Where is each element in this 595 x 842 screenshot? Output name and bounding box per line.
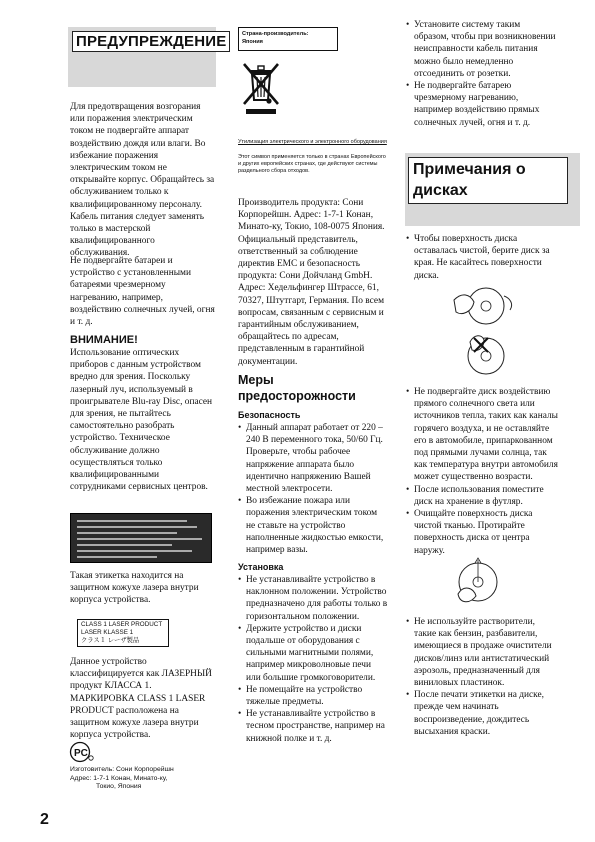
safety-item: • Данный аппарат работает от 220 – 240 В переменного тока, 50/60 Гц. Проверьте, чтобы рабочее напряжение аппарата было идентично напряжению Вашей местной электросети. <box>238 422 388 495</box>
manufacturer-line: Токио, Япония <box>96 783 142 791</box>
laser-warning-label-image <box>70 513 212 563</box>
caution-title: ВНИМАНИЕ! <box>70 334 138 346</box>
country-label-line: Япония <box>242 39 263 45</box>
disc-care-item: • Очищайте поверхность диска чистой тканью. Протирайте поверхность диска от центра наружу. <box>406 508 558 557</box>
certification-mark-icon <box>69 741 95 763</box>
disc-notes-heading-box <box>405 153 580 226</box>
class1-label-line: CLASS 1 LASER PRODUCT <box>81 621 163 628</box>
label-location-text: Такая этикетка находится на защитном кожухе лазера внутри корпуса устройства. <box>70 571 199 606</box>
disc-solvent-list <box>406 616 558 738</box>
warning-title: ПРЕДУПРЕЖДЕНИЕ <box>72 31 230 52</box>
safety-list <box>238 422 388 556</box>
general-note-item: • Не подвергайте батарею чрезмерному нагреванию, например воздействию прямых солнечных лучей, огня и т. д. <box>406 80 556 129</box>
manufacturer-block <box>70 766 220 792</box>
disc-care-list <box>406 386 558 557</box>
manufacturer-line: Изготовитель: Сони Корпорейшн <box>70 766 174 773</box>
precautions-title: Меры предосторожности <box>238 373 356 403</box>
installation-heading: Установка <box>238 562 284 572</box>
class1-label-line: クラス１ レーザ製品 <box>81 637 140 644</box>
general-note-item: • Установите систему таким образом, чтобы при возникновении неисправности кабель питания можно было немедленно отсоединить от розетки. <box>406 19 556 80</box>
installation-item: • Не устанавливайте устройство в тесном пространстве, например на книжной полке и т. д. <box>238 708 388 745</box>
disposal-caption: Утилизация электрического и электронного оборудования <box>238 139 387 145</box>
disc-handling-list <box>406 233 558 282</box>
crossed-bin-weee-icon <box>238 58 284 116</box>
safety-heading: Безопасность <box>238 410 301 420</box>
installation-item: • Держите устройство и диски подальше от оборудования с сильными магнитными полями, например микроволновые печи или большие громкоговорители. <box>238 623 388 684</box>
general-notes-list <box>406 19 556 129</box>
producer-text: Производитель продукта: Сони Корпорейшн. Адрес: 1-7-1 Конан, Минато-ку, Токио, 108-0075 Япония. Официальный представитель, ответственный за соблюдение директив EMC и безопасность продукта: Сони Дойчланд GmbH. Адрес: Хедельфингер Штрассе, 61, 70327, Штутгарт, Германия. По всем вопросам, связанным с сервисным и гарантийным обслуживанием, обращайтесь по адресам, представленным в гарантийной документации. <box>238 198 385 367</box>
disc-cleaning-illustration-icon <box>448 554 508 610</box>
warning-heading-box <box>68 27 227 87</box>
installation-item: • Не устанавливайте устройство в наклонном положении. Устройство предназначено для работы только в горизонтальном положении. <box>238 574 388 623</box>
installation-list <box>238 574 388 745</box>
disc-care-item: • Не подвергайте диск воздействию прямого солнечного света или источников тепла, таких как каналы горячего воздуха, и не оставляйте его в автомобиле, припаркованном под прямыми лучами солнца, так как температура внутри автомобиля может существенно возрасти. <box>406 386 558 484</box>
warning-text: Для предотвращения возгорания или поражения электрическим током не подвергайте аппарат воздействию дождя или влаги. Во избежание поражения электрическим током не открывайте корпус. Обращайтесь за обслуживанием только к квалифицированному персоналу. Кабель питания следует заменять только в мастерской квалифицированного обслуживания. <box>70 102 215 259</box>
battery-warning-text: Не подвергайте батареи и устройство с установленными батареями чрезмерному нагреванию, например, воздействию солнечных лучей, огня и т. д. <box>70 256 215 328</box>
disc-handling-item: • Чтобы поверхность диска оставалась чистой, берите диск за края. Не касайтесь поверхности диска. <box>406 233 558 282</box>
class1-laser-label <box>77 619 169 647</box>
disposal-text: Этот символ применяется только в странах Европейского и других европейских странах, где действуют системы раздельного сбора отходов. <box>238 154 386 174</box>
class1-text: Данное устройство классифицируется как ЛАЗЕРНЫЙ продукт КЛАССА 1. МАРКИРОВКА CLASS 1 LASER PRODUCT расположена на защитном кожухе лазера внутри корпуса устройства. <box>70 657 212 741</box>
disc-care-item: • После использования поместите диск на хранение в футляр. <box>406 484 558 508</box>
disc-solvent-item: • Не используйте растворители, такие как бензин, разбавители, имеющиеся в продаже очистители дисков/линз или антистатический аэрозоль, предназначенный для виниловых пластинок. <box>406 616 558 689</box>
disc-handling-illustration-icon <box>448 282 520 382</box>
disc-solvent-item: • После печати этикетки на диске, прежде чем начинать воспроизведение, дождитесь высыхания краски. <box>406 689 558 738</box>
country-label-line: Страна-производитель: <box>242 31 309 37</box>
country-of-origin-label <box>238 27 338 51</box>
svg-text:PC: PC <box>74 748 88 759</box>
manufacturer-line: Адрес: 1-7-1 Конан, Минато-ку, <box>70 774 168 782</box>
safety-item: • Во избежание пожара или поражения электрическим током не ставьте на устройство наполненные жидкостью емкости, например вазы. <box>238 495 388 556</box>
caution-text: Использование оптических приборов с данным устройством вредно для зрения. Поскольку лазерный луч, используемый в проигрывателе Blu-ray Disc, опасен для зрения, не пытайтесь самостоятельно разобрать устройство. Техническое обслуживание должно осуществляться только квалифицированными сотрудниками сервисных центров. <box>70 348 213 493</box>
disc-notes-title: Примечания о дисках <box>408 157 568 204</box>
class1-label-line: LASER KLASSE 1 <box>81 629 134 636</box>
installation-item: • Не помещайте на устройство тяжелые предметы. <box>238 684 388 708</box>
page-number: 2 <box>40 811 49 828</box>
